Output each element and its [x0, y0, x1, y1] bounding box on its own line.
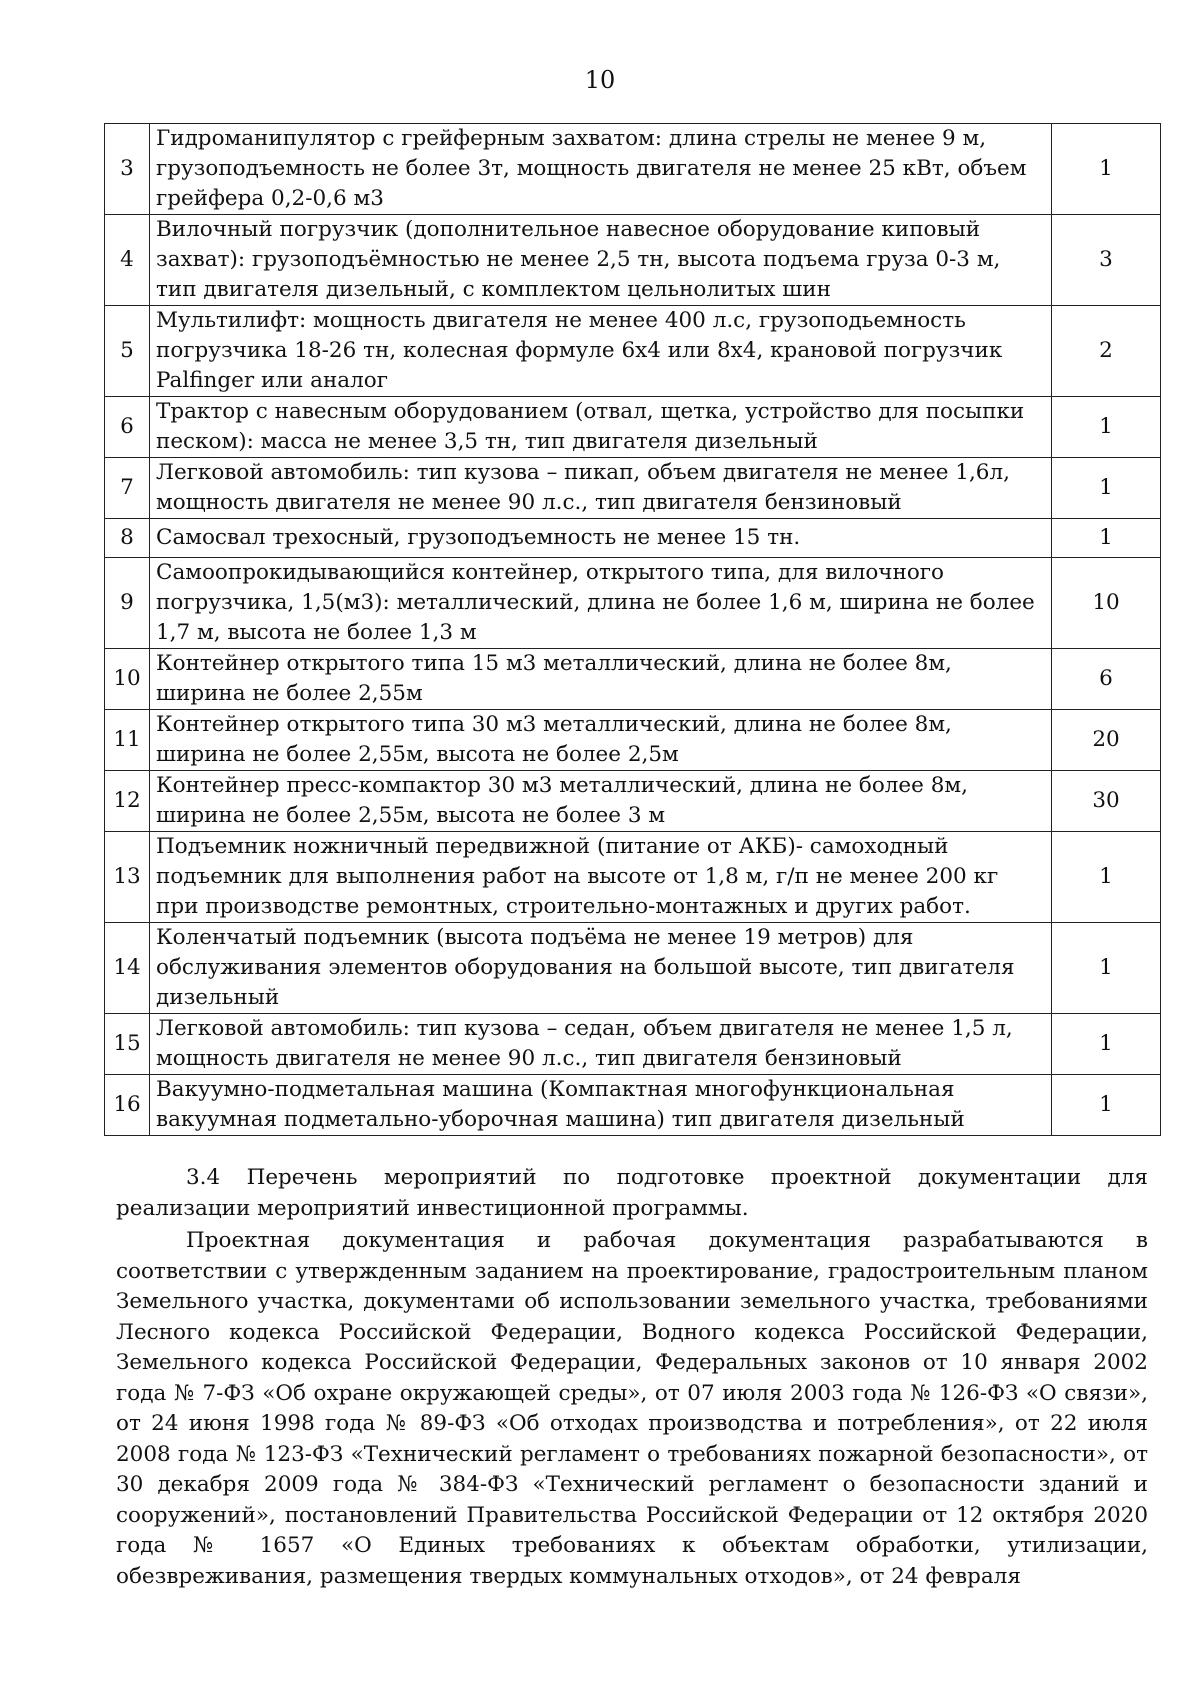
- row-description: Контейнер открытого типа 30 м3 металлический, длина не более 8м, ширина не более 2,55м, высота не более 2,5м: [150, 710, 1052, 771]
- row-description: Вакуумно-подметальная машина (Компактная многофункциональная вакуумная подметально-уборочная машина) тип двигателя дизельный: [150, 1075, 1052, 1136]
- row-quantity: 6: [1052, 649, 1161, 710]
- table-row: [105, 558, 1161, 649]
- row-quantity: 1: [1052, 519, 1161, 558]
- row-number: 13: [105, 832, 150, 923]
- table-row: [105, 923, 1161, 1014]
- row-number: 4: [105, 215, 150, 306]
- row-quantity: 1: [1052, 1075, 1161, 1136]
- row-number: 12: [105, 771, 150, 832]
- body-paragraph: Проектная документация и рабочая документация разрабатываются в соответствии с утвержденным заданием на проектирование, градостроительным планом Земельного участка, документами об использовании земельного участка, требованиями Лесного кодекса Российской Федерации, Водного кодекса Российской Федерации, Земельного кодекса Российской Федерации, Федеральных законов от 10 января 2002 года № 7-ФЗ «Об охране окружающей среды», от 07 июля 2003 года № 126-ФЗ «О связи», от 24 июня 1998 года № 89-ФЗ «Об отходах производства и потребления», от 22 июля 2008 года № 123-ФЗ «Технический регламент о требованиях пожарной безопасности», от 30 декабря 2009 года № 384-ФЗ «Технический регламент о безопасности зданий и сооружений», постановлений Правительства Российской Федерации от 12 октября 2020 года № 1657 «О Единых требованиях к объектам обработки, утилизации, обезвреживания, размещения твердых коммунальных отходов», от 24 февраля: [116, 1228, 1148, 1589]
- table-row: [105, 397, 1161, 458]
- row-description: Самосвал трехосный, грузоподъемность не менее 15 тн.: [150, 519, 1052, 558]
- table-row: [105, 458, 1161, 519]
- table-row: [105, 306, 1161, 397]
- table-row: [105, 710, 1161, 771]
- row-number: 8: [105, 519, 150, 558]
- row-description: Трактор с навесным оборудованием (отвал, щетка, устройство для посыпки песком): масса не менее 3,5 тн, тип двигателя дизельный: [150, 397, 1052, 458]
- row-quantity: 1: [1052, 832, 1161, 923]
- row-description: Мультилифт: мощность двигателя не менее 400 л.с, грузоподьемность погрузчика 18-26 тн, колесная формуле 6х4 или 8х4, крановой погрузчик Palfinger или аналог: [150, 306, 1052, 397]
- table-row: [105, 832, 1161, 923]
- row-quantity: 1: [1052, 1014, 1161, 1075]
- row-quantity: 10: [1052, 558, 1161, 649]
- row-description: Контейнер пресс-компактор 30 м3 металлический, длина не более 8м, ширина не более 2,55м, высота не более 3 м: [150, 771, 1052, 832]
- row-number: 14: [105, 923, 150, 1014]
- row-number: 6: [105, 397, 150, 458]
- row-quantity: 3: [1052, 215, 1161, 306]
- row-number: 15: [105, 1014, 150, 1075]
- row-quantity: 20: [1052, 710, 1161, 771]
- row-number: 11: [105, 710, 150, 771]
- row-quantity: 30: [1052, 771, 1161, 832]
- table-row: [105, 124, 1161, 215]
- table-row: [105, 649, 1161, 710]
- row-description: Подъемник ножничный передвижной (питание от АКБ)- самоходный подъемник для выполнения работ на высоте от 1,8 м, г/п не менее 200 кг при производстве ремонтных, строительно-монтажных и других работ.: [150, 832, 1052, 923]
- row-description: Легковой автомобиль: тип кузова – седан, объем двигателя не менее 1,5 л, мощность двигателя не менее 90 л.с., тип двигателя бензиновый: [150, 1014, 1052, 1075]
- row-quantity: 2: [1052, 306, 1161, 397]
- row-description: Вилочный погрузчик (дополнительное навесное оборудование киповый захват): грузоподъёмностью не менее 2,5 тн, высота подъема груза 0-3 м, тип двигателя дизельный, с комплектом цельнолитых шин: [150, 215, 1052, 306]
- table-row: [105, 1014, 1161, 1075]
- row-description: Легковой автомобиль: тип кузова – пикап, объем двигателя не менее 1,6л, мощность двигателя не менее 90 л.с., тип двигателя бензиновый: [150, 458, 1052, 519]
- page-number: 10: [584, 66, 616, 94]
- row-description: Гидроманипулятор с грейферным захватом: длина стрелы не менее 9 м, грузоподъемность не более 3т, мощность двигателя не менее 25 кВт, объем грейфера 0,2-0,6 м3: [150, 124, 1052, 215]
- row-quantity: 1: [1052, 124, 1161, 215]
- table-row: [105, 519, 1161, 558]
- row-number: 16: [105, 1075, 150, 1136]
- table-row: [105, 771, 1161, 832]
- row-quantity: 1: [1052, 923, 1161, 1014]
- row-description: Самоопрокидывающийся контейнер, открытого типа, для вилочного погрузчика, 1,5(м3): металлический, длина не более 1,6 м, ширина не более 1,7 м, высота не более 1,3 м: [150, 558, 1052, 649]
- row-quantity: 1: [1052, 397, 1161, 458]
- row-description: Коленчатый подъемник (высота подъёма не менее 19 метров) для обслуживания элементов оборудования на большой высоте, тип двигателя дизельный: [150, 923, 1052, 1014]
- equipment-table: [104, 123, 1161, 1136]
- row-number: 9: [105, 558, 150, 649]
- row-quantity: 1: [1052, 458, 1161, 519]
- section-heading: 3.4 Перечень мероприятий по подготовке проектной документации для реализации мероприятий инвестиционной программы.: [116, 1165, 1148, 1221]
- row-number: 5: [105, 306, 150, 397]
- row-number: 7: [105, 458, 150, 519]
- row-description: Контейнер открытого типа 15 м3 металлический, длина не более 8м, ширина не более 2,55м: [150, 649, 1052, 710]
- row-number: 10: [105, 649, 150, 710]
- table-row: [105, 215, 1161, 306]
- table-row: [105, 1075, 1161, 1136]
- row-number: 3: [105, 124, 150, 215]
